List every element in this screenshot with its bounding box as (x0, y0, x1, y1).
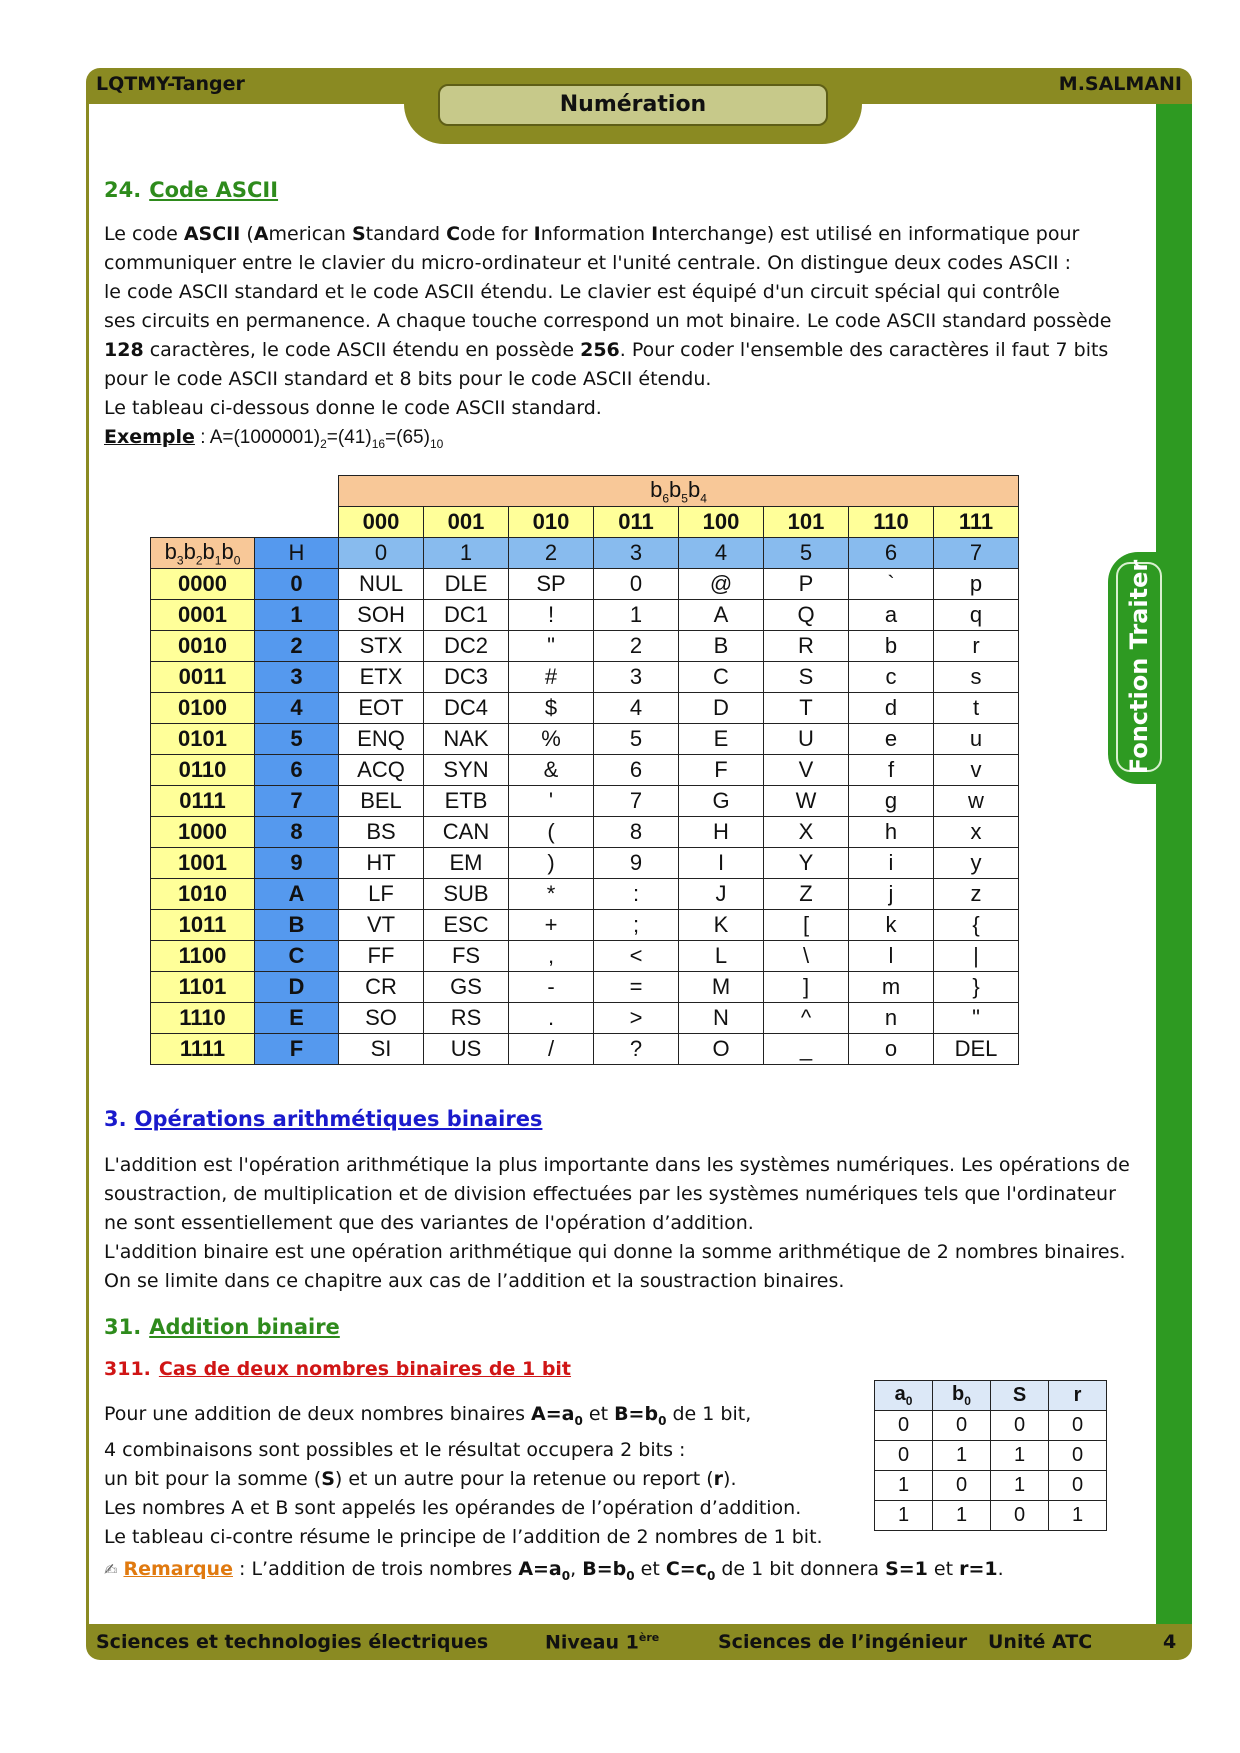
ascii-cell: G (679, 786, 764, 817)
ascii-cell: NUL (339, 569, 424, 600)
ascii-cell: M (679, 972, 764, 1003)
text-line: L'addition est l'opération arithmétique la plus importante dans les systèmes numériques. Les opérations de (104, 1154, 1130, 1176)
table-row (151, 693, 1019, 724)
table-row (875, 1411, 1107, 1441)
text-line: ne sont essentiellement que des variantes de l'opération d’addition. (104, 1212, 754, 1234)
table-row (151, 724, 1019, 755)
section-title: Addition binaire (149, 1315, 340, 1339)
text-line: Pour une addition de deux nombres binaires $A=a_0$ et $B=b_0$ de 1 bit, (104, 1403, 752, 1428)
ascii-cell: 1 (594, 600, 679, 631)
text-line: pour le code ASCII standard et 8 bits pour le code ASCII étendu. (104, 368, 712, 390)
table-row (151, 910, 1019, 941)
row-hex-header: 4 (255, 693, 339, 724)
col-hex-header: 7 (934, 538, 1019, 569)
ascii-cell: 3 (594, 662, 679, 693)
section-title: Cas de deux nombres binaires de 1 bit (158, 1358, 572, 1380)
ascii-cell: S (764, 662, 849, 693)
section-title: Code ASCII (149, 178, 279, 202)
ascii-cell: D (679, 693, 764, 724)
ascii-cell: g (849, 786, 934, 817)
section-3-heading (104, 1107, 542, 1131)
table-row (151, 631, 1019, 662)
ascii-cell: DLE (424, 569, 509, 600)
section-number: 311. (104, 1358, 151, 1380)
ascii-cell: \ (764, 941, 849, 972)
ascii-cell: 9 (594, 848, 679, 879)
ascii-cell: CR (339, 972, 424, 1003)
row-bin-header: 0110 (151, 755, 255, 786)
table-row (151, 755, 1019, 786)
ascii-cell: DC3 (424, 662, 509, 693)
ascii-cell: C (679, 662, 764, 693)
row-bin-header: 1000 (151, 817, 255, 848)
ascii-cell: b (849, 631, 934, 662)
addition-truth-table (874, 1380, 1107, 1531)
row-hex-header: 2 (255, 631, 339, 662)
col-a0-header: $a_0$ (875, 1381, 933, 1411)
ascii-cell: < (594, 941, 679, 972)
ascii-cell: / (509, 1034, 594, 1065)
ascii-cell: v (934, 755, 1019, 786)
addition-paragraph (104, 1400, 823, 1552)
truth-cell: 1 (991, 1471, 1049, 1501)
ascii-cell: { (934, 910, 1019, 941)
ascii-cell: 2 (594, 631, 679, 662)
row-hex-header: A (255, 879, 339, 910)
truth-cell: 0 (1049, 1411, 1107, 1441)
ascii-cell: j (849, 879, 934, 910)
col-hex-header: 6 (849, 538, 934, 569)
ascii-cell: o (849, 1034, 934, 1065)
remark-label: Remarque (123, 1558, 233, 1580)
ascii-cell: X (764, 817, 849, 848)
text-line: Le tableau ci-contre résume le principe de l’addition de 2 nombres de 1 bit. (104, 1525, 823, 1548)
ascii-cell: I (679, 848, 764, 879)
ascii-cell: NAK (424, 724, 509, 755)
ascii-cell: c (849, 662, 934, 693)
table-row (151, 848, 1019, 879)
col-b0-header: $b_0$ (933, 1381, 991, 1411)
ascii-cell: BEL (339, 786, 424, 817)
pen-icon: ✍ (104, 1560, 118, 1579)
ascii-cell: U (764, 724, 849, 755)
footer-unit: Unité ATC (988, 1631, 1093, 1653)
ascii-cell: SI (339, 1034, 424, 1065)
truth-cell: 1 (875, 1471, 933, 1501)
remark-text: ✍ Remarque : L’addition de trois nombres $A=a_0$, $B=b_0$ et $C=c_0$ de 1 bit donnera S=1 et r=1. (104, 1558, 1004, 1583)
ascii-cell: ' (509, 786, 594, 817)
ascii-cell: ! (509, 600, 594, 631)
ascii-cell: = (594, 972, 679, 1003)
ascii-cell: i (849, 848, 934, 879)
ascii-cell: SOH (339, 600, 424, 631)
ascii-cell: T (764, 693, 849, 724)
ascii-cell: DC4 (424, 693, 509, 724)
ascii-cell: } (934, 972, 1019, 1003)
hex-header: H (255, 538, 339, 569)
bits-b6b5b4-header: $b_6b_5b_4$ (339, 476, 1019, 507)
table-row (875, 1441, 1107, 1471)
ascii-cell: BS (339, 817, 424, 848)
ascii-cell: V (764, 755, 849, 786)
ascii-cell: @ (679, 569, 764, 600)
ascii-cell: LF (339, 879, 424, 910)
ascii-cell: . (509, 1003, 594, 1034)
row-bin-header: 0011 (151, 662, 255, 693)
ascii-cell: ] (764, 972, 849, 1003)
table-row (875, 1501, 1107, 1531)
section-title: Opérations arithmétiques binaires (134, 1107, 543, 1131)
ascii-cell: z (934, 879, 1019, 910)
ascii-cell: 0 (594, 569, 679, 600)
ascii-cell: l (849, 941, 934, 972)
text-line: soustraction, de multiplication et de division effectuées par les systèmes numériques tels que l'ordinateur (104, 1183, 1116, 1205)
ascii-cell: SUB (424, 879, 509, 910)
text-line: L'addition binaire est une opération arithmétique qui donne la somme arithmétique de 2 nombres binaires. (104, 1241, 1126, 1263)
ascii-cell: DC2 (424, 631, 509, 662)
section-31-heading (104, 1315, 340, 1339)
ascii-cell: " (509, 631, 594, 662)
ascii-paragraph (104, 220, 1112, 459)
row-hex-header: B (255, 910, 339, 941)
truth-cell: 1 (933, 1501, 991, 1531)
ascii-cell: R (764, 631, 849, 662)
ascii-cell: * (509, 879, 594, 910)
ascii-cell: x (934, 817, 1019, 848)
col-bin-header: 100 (679, 507, 764, 538)
ascii-cell: m (849, 972, 934, 1003)
ascii-cell: STX (339, 631, 424, 662)
ascii-cell: L (679, 941, 764, 972)
ascii-cell: r (934, 631, 1019, 662)
side-label: Fonction Traiter (1125, 559, 1153, 775)
ascii-cell: u (934, 724, 1019, 755)
truth-cell: 0 (933, 1411, 991, 1441)
ascii-cell: k (849, 910, 934, 941)
chapter-title: Numération (438, 84, 828, 126)
ascii-cell: Z (764, 879, 849, 910)
table-row (151, 1003, 1019, 1034)
ascii-cell: CAN (424, 817, 509, 848)
col-bin-header: 110 (849, 507, 934, 538)
text-line: 128 caractères, le code ASCII étendu en possède 256. Pour coder l'ensemble des caractères il faut 7 bits (104, 339, 1109, 361)
ascii-cell: E (679, 724, 764, 755)
ascii-cell: - (509, 972, 594, 1003)
ascii-cell: [ (764, 910, 849, 941)
ascii-cell: ( (509, 817, 594, 848)
truth-cell: 0 (875, 1411, 933, 1441)
ascii-cell: s (934, 662, 1019, 693)
table-row (151, 817, 1019, 848)
section-24-heading (104, 178, 278, 202)
text-line: Les nombres A et B sont appelés les opérandes de l’opération d’addition. (104, 1496, 802, 1519)
row-bin-header: 1111 (151, 1034, 255, 1065)
ascii-cell: B (679, 631, 764, 662)
ascii-cell: H (679, 817, 764, 848)
ascii-cell: w (934, 786, 1019, 817)
col-bin-header: 011 (594, 507, 679, 538)
ascii-cell: A (679, 600, 764, 631)
ascii-cell: 5 (594, 724, 679, 755)
ascii-cell: | (934, 941, 1019, 972)
col-hex-header: 5 (764, 538, 849, 569)
ascii-cell: t (934, 693, 1019, 724)
row-bin-header: 1100 (151, 941, 255, 972)
section-number: 24. (104, 178, 142, 202)
table-row (151, 569, 1019, 600)
col-hex-header: 4 (679, 538, 764, 569)
ascii-cell: FF (339, 941, 424, 972)
col-r-header: r (1049, 1381, 1107, 1411)
text-line: On se limite dans ce chapitre aux cas de l’addition et la soustraction binaires. (104, 1270, 845, 1292)
ascii-cell: ; (594, 910, 679, 941)
row-hex-header: E (255, 1003, 339, 1034)
ascii-cell: a (849, 600, 934, 631)
table-row (151, 600, 1019, 631)
ascii-cell: % (509, 724, 594, 755)
ascii-cell: FS (424, 941, 509, 972)
ascii-cell: F (679, 755, 764, 786)
row-bin-header: 1010 (151, 879, 255, 910)
section-number: 3. (104, 1107, 127, 1131)
ascii-cell: _ (764, 1034, 849, 1065)
ascii-cell: SYN (424, 755, 509, 786)
row-hex-header: F (255, 1034, 339, 1065)
ascii-cell: SP (509, 569, 594, 600)
row-bin-header: 1110 (151, 1003, 255, 1034)
ascii-cell: SO (339, 1003, 424, 1034)
author-name: M.SALMANI (1058, 73, 1182, 95)
ascii-cell: EOT (339, 693, 424, 724)
ascii-cell: EM (424, 848, 509, 879)
ascii-cell: ETB (424, 786, 509, 817)
ascii-cell: " (934, 1003, 1019, 1034)
truth-cell: 0 (1049, 1441, 1107, 1471)
ascii-cell: HT (339, 848, 424, 879)
truth-cell: 0 (991, 1501, 1049, 1531)
bits-b3b2b1b0-header: $b_3b_2b_1b_0$ (151, 538, 255, 569)
ascii-cell: & (509, 755, 594, 786)
section-number: 31. (104, 1315, 142, 1339)
ascii-cell: $ (509, 693, 594, 724)
ascii-cell: ESC (424, 910, 509, 941)
school-name: LQTMY-Tanger (96, 73, 245, 95)
col-hex-header: 2 (509, 538, 594, 569)
col-bin-header: 111 (934, 507, 1019, 538)
truth-cell: 1 (933, 1441, 991, 1471)
row-hex-header: 1 (255, 600, 339, 631)
col-hex-header: 0 (339, 538, 424, 569)
text-line: ses circuits en permanence. A chaque touche correspond un mot binaire. Le code ASCII standard possède (104, 310, 1112, 332)
ascii-cell: VT (339, 910, 424, 941)
ascii-cell: ` (849, 569, 934, 600)
table-row (151, 1034, 1019, 1065)
ascii-cell: h (849, 817, 934, 848)
ascii-cell: f (849, 755, 934, 786)
remark-line (104, 1555, 1004, 1591)
ascii-cell: Q (764, 600, 849, 631)
ascii-cell: ) (509, 848, 594, 879)
ascii-cell: 7 (594, 786, 679, 817)
ascii-cell: ETX (339, 662, 424, 693)
truth-cell: 0 (991, 1411, 1049, 1441)
ascii-cell: p (934, 569, 1019, 600)
table-row (151, 662, 1019, 693)
row-hex-header: 8 (255, 817, 339, 848)
text-line: Le tableau ci-dessous donne le code ASCII standard. (104, 397, 602, 419)
left-border (86, 104, 89, 1624)
ascii-cell: N (679, 1003, 764, 1034)
ascii-cell: K (679, 910, 764, 941)
row-hex-header: D (255, 972, 339, 1003)
ascii-cell: P (764, 569, 849, 600)
example-line: Exemple : $A=(1000001)_2=(41)_{16}=(65)_{10}$ (104, 426, 444, 451)
ascii-cell: 8 (594, 817, 679, 848)
ascii-cell: O (679, 1034, 764, 1065)
ascii-cell: + (509, 910, 594, 941)
ascii-cell: 4 (594, 693, 679, 724)
footer-field: Sciences et technologies électriques (96, 1631, 489, 1653)
ascii-cell: , (509, 941, 594, 972)
ascii-cell: Y (764, 848, 849, 879)
ascii-cell: y (934, 848, 1019, 879)
table-row (151, 941, 1019, 972)
ascii-cell: d (849, 693, 934, 724)
row-bin-header: 1011 (151, 910, 255, 941)
text-line: 4 combinaisons sont possibles et le résultat occupera 2 bits : (104, 1438, 686, 1461)
text-line: Le code ASCII (American Standard Code for Information Interchange) est utilisé en informatique pour (104, 223, 1080, 245)
footer-page-number: 4 (1163, 1631, 1177, 1653)
footer-level: Niveau 1ère (545, 1631, 660, 1654)
row-bin-header: 0101 (151, 724, 255, 755)
row-hex-header: C (255, 941, 339, 972)
ascii-cell: RS (424, 1003, 509, 1034)
table-row (151, 972, 1019, 1003)
truth-cell: 0 (875, 1441, 933, 1471)
section-311-heading (104, 1358, 571, 1380)
row-bin-header: 1001 (151, 848, 255, 879)
col-s-header: S (991, 1381, 1049, 1411)
ascii-cell: ENQ (339, 724, 424, 755)
ascii-table (150, 475, 1019, 1065)
row-bin-header: 0001 (151, 600, 255, 631)
ascii-cell: e (849, 724, 934, 755)
table-row (151, 786, 1019, 817)
ascii-cell: # (509, 662, 594, 693)
right-green-band (1156, 104, 1192, 1624)
text-line: un bit pour la somme (S) et un autre pour la retenue ou report (r). (104, 1467, 737, 1490)
truth-cell: 1 (991, 1441, 1049, 1471)
ascii-cell: GS (424, 972, 509, 1003)
truth-cell: 1 (1049, 1501, 1107, 1531)
ascii-cell: 6 (594, 755, 679, 786)
row-hex-header: 6 (255, 755, 339, 786)
ascii-cell: ^ (764, 1003, 849, 1034)
row-bin-header: 0100 (151, 693, 255, 724)
ascii-cell: DEL (934, 1034, 1019, 1065)
ascii-cell: J (679, 879, 764, 910)
truth-cell: 0 (933, 1471, 991, 1501)
footer-subject: Sciences de l’ingénieur (718, 1631, 968, 1653)
truth-cell: 1 (875, 1501, 933, 1531)
row-hex-header: 5 (255, 724, 339, 755)
ascii-cell: > (594, 1003, 679, 1034)
ascii-cell: n (849, 1003, 934, 1034)
ascii-cell: ACQ (339, 755, 424, 786)
operations-paragraph (104, 1151, 1130, 1296)
row-hex-header: 3 (255, 662, 339, 693)
row-bin-header: 0000 (151, 569, 255, 600)
ascii-cell: : (594, 879, 679, 910)
row-bin-header: 0010 (151, 631, 255, 662)
col-bin-header: 001 (424, 507, 509, 538)
row-bin-header: 0111 (151, 786, 255, 817)
row-bin-header: 1101 (151, 972, 255, 1003)
row-hex-header: 0 (255, 569, 339, 600)
col-hex-header: 3 (594, 538, 679, 569)
ascii-cell: W (764, 786, 849, 817)
row-hex-header: 9 (255, 848, 339, 879)
text-line: le code ASCII standard et le code ASCII étendu. Le clavier est équipé d'un circuit spécial qui contrôle (104, 281, 1060, 303)
ascii-cell: q (934, 600, 1019, 631)
ascii-cell: US (424, 1034, 509, 1065)
row-hex-header: 7 (255, 786, 339, 817)
table-row (875, 1471, 1107, 1501)
ascii-cell: DC1 (424, 600, 509, 631)
truth-cell: 0 (1049, 1471, 1107, 1501)
table-row (151, 879, 1019, 910)
text-line: communiquer entre le clavier du micro-ordinateur et l'unité centrale. On distingue deux codes ASCII : (104, 252, 1071, 274)
col-bin-header: 010 (509, 507, 594, 538)
col-bin-header: 101 (764, 507, 849, 538)
col-bin-header: 000 (339, 507, 424, 538)
ascii-cell: ? (594, 1034, 679, 1065)
col-hex-header: 1 (424, 538, 509, 569)
